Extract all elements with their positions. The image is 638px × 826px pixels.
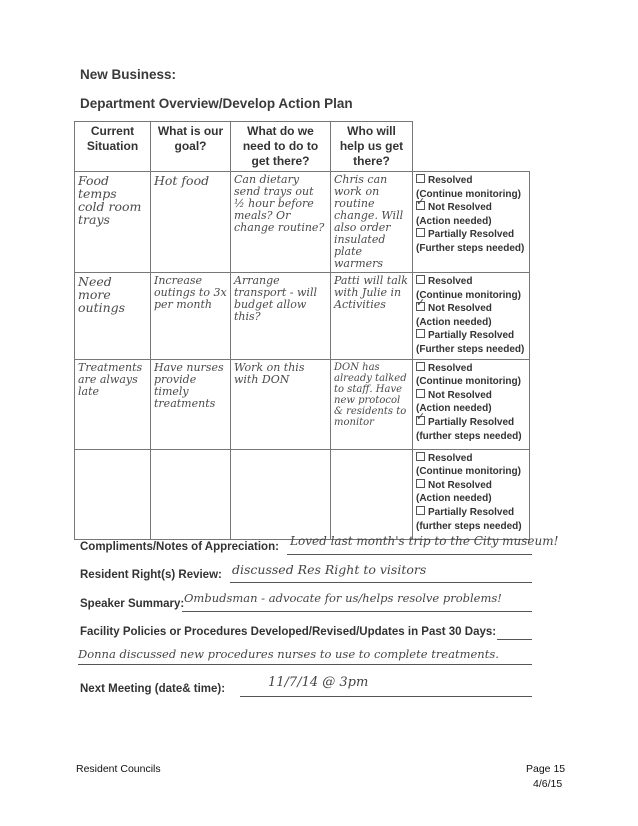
compliments-underline: [287, 554, 532, 555]
further-steps-label: (Further steps needed): [416, 343, 525, 355]
col-who-will-help: Who will help us get there?: [331, 122, 413, 172]
partially-resolved-label: Partially Resolved: [428, 416, 515, 428]
compliments-label: Compliments/Notes of Appreciation:: [80, 541, 279, 553]
table-row: [75, 359, 530, 449]
not-resolved-checkbox[interactable]: [416, 389, 425, 398]
new-business-heading: New Business:: [80, 67, 177, 82]
footer-page-number: Page 15: [526, 763, 566, 775]
col-current-situation: Current Situation: [75, 122, 151, 172]
goal-cell: Hot food: [154, 173, 210, 188]
resolved-checkbox[interactable]: [416, 275, 425, 284]
speaker-summary-value[interactable]: Ombudsman - advocate for us/helps resolve problems!: [184, 591, 502, 605]
who-cell: DON has already talked to staff. Have new protocol & residents to monitor: [334, 361, 407, 428]
status-cell: [413, 273, 530, 360]
goal-cell: Have nurses provide timely treatments: [154, 360, 224, 410]
action-needed-label: (Action needed): [416, 215, 492, 227]
todo-cell: Arrange transport - will budget allow this?: [234, 274, 317, 323]
table-row: [75, 273, 530, 360]
col-status: [413, 122, 530, 172]
col-need-to-do: What do we need to do to get there?: [231, 122, 331, 172]
resolved-label: Resolved: [428, 175, 473, 186]
footer-title: Resident Councils: [76, 763, 161, 775]
not-resolved-label: Not Resolved: [428, 479, 492, 491]
situation-cell: Treatments are always late: [78, 360, 143, 398]
who-cell: Chris can work on routine change. Will also order insulated plate warmers: [334, 173, 404, 270]
not-resolved-checkbox[interactable]: [416, 479, 425, 488]
status-cell: [413, 449, 530, 539]
not-resolved-checkbox[interactable]: [416, 201, 425, 210]
table-header-row: [75, 122, 530, 172]
further-steps-label: (further steps needed): [416, 430, 522, 442]
continue-monitoring-label: (Continue monitoring): [416, 289, 521, 301]
next-meeting-value[interactable]: 11/7/14 @ 3pm: [268, 675, 369, 690]
partially-resolved-label: Partially Resolved: [428, 506, 515, 518]
facility-policies-underline: [497, 639, 532, 640]
resolved-checkbox[interactable]: [416, 362, 425, 371]
not-resolved-label: Not Resolved: [428, 389, 492, 401]
partially-resolved-checkbox[interactable]: [416, 228, 425, 237]
table-row: [75, 449, 530, 539]
not-resolved-label: Not Resolved: [428, 303, 492, 315]
facility-policies-label: Facility Policies or Procedures Developed/Revised/Updates in Past 30 Days:: [80, 626, 497, 638]
partially-resolved-label: Partially Resolved: [428, 330, 515, 342]
resolved-label: Resolved: [428, 452, 473, 464]
col-goal: What is our goal?: [151, 122, 231, 172]
next-meeting-label: Next Meeting (date& time):: [80, 683, 226, 695]
resolved-checkbox[interactable]: [416, 174, 425, 183]
continue-monitoring-label: (Continue monitoring): [416, 466, 521, 478]
partially-resolved-checkbox[interactable]: [416, 506, 425, 515]
resolved-label: Resolved: [428, 276, 473, 287]
status-cell: [413, 172, 530, 273]
further-steps-label: (Further steps needed): [416, 242, 525, 254]
resolved-checkbox[interactable]: [416, 452, 425, 461]
action-needed-label: (Action needed): [416, 316, 492, 328]
partially-resolved-label: Partially Resolved: [428, 229, 515, 241]
situation-cell: Food temps cold room trays: [78, 173, 142, 227]
table-row: [75, 172, 530, 273]
todo-cell: Work on this with DON: [234, 360, 305, 386]
who-cell: Patti will talk with Julie in Activities: [334, 274, 408, 311]
facility-policies-underline-2: [78, 664, 532, 665]
situation-cell: Need more outings: [78, 274, 126, 315]
action-plan-table: [74, 121, 530, 540]
resident-rights-underline: [230, 582, 532, 583]
continue-monitoring-label: (Continue monitoring): [416, 376, 521, 388]
status-cell: [413, 359, 530, 449]
resolved-label: Resolved: [428, 362, 473, 374]
goal-cell: Increase outings to 3x per month: [154, 274, 227, 311]
resident-rights-label: Resident Right(s) Review:: [80, 569, 222, 581]
action-needed-label: (Action needed): [416, 403, 492, 415]
department-overview-heading: Department Overview/Develop Action Plan: [80, 96, 353, 111]
speaker-summary-underline: [182, 611, 532, 612]
next-meeting-underline: [240, 696, 532, 697]
compliments-value[interactable]: Loved last month's trip to the City museum!: [290, 534, 559, 548]
speaker-summary-label: Speaker Summary:: [80, 598, 185, 610]
not-resolved-label: Not Resolved: [428, 202, 492, 214]
partially-resolved-checkbox[interactable]: [416, 329, 425, 338]
partially-resolved-checkbox[interactable]: [416, 416, 425, 425]
further-steps-label: (further steps needed): [416, 520, 522, 532]
action-needed-label: (Action needed): [416, 493, 492, 505]
footer-date: 4/6/15: [533, 778, 563, 790]
facility-policies-value[interactable]: Donna discussed new procedures nurses to use to complete treatments.: [78, 647, 499, 661]
continue-monitoring-label: (Continue monitoring): [416, 188, 521, 200]
not-resolved-checkbox[interactable]: [416, 302, 425, 311]
todo-cell: Can dietary send trays out ½ hour before meals? Or change routine?: [234, 173, 325, 234]
resident-rights-value[interactable]: discussed Res Right to visitors: [232, 562, 427, 577]
